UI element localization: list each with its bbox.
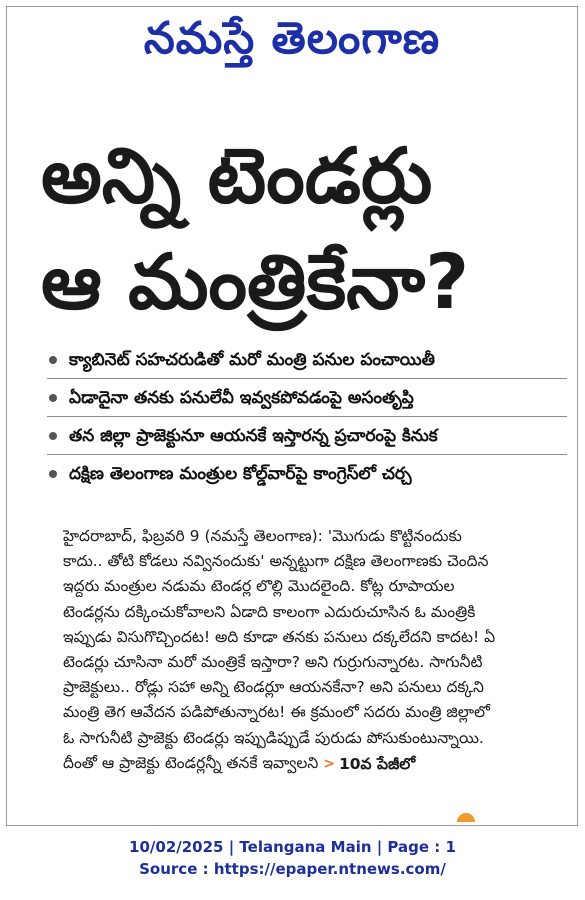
subheadline-bullets — [47, 341, 567, 493]
body-line: టెండర్లను దక్కించుకోవాలని ఏడాది కాలంగా ఎదురుచూసిన ఓ మంత్రికి — [63, 602, 476, 621]
bullet-dot-icon — [49, 432, 57, 440]
end-marker-icon — [457, 813, 475, 822]
bullet-dot-icon — [49, 356, 57, 364]
article-body — [63, 524, 585, 776]
body-line-last — [63, 751, 585, 776]
footer-date-page: 10/02/2025 | Telangana Main | Page : 1 — [129, 838, 456, 856]
headline — [41, 125, 576, 337]
bullet-text: తన జిల్లా ప్రాజెక్టునూ ఆయనకే ఇస్తారన్న ప్రచారంపై కినుక — [69, 426, 438, 446]
body-line: ప్రాజెక్టులు.. రోడ్లు సహా అన్ని టెండర్లూ ఆయనకేనా? అని పనులు దక్కని — [63, 678, 484, 697]
bullet-text: దక్షిణ తెలంగాణ మంత్రుల కోల్డ్‌వార్‌పై కాంగ్రెస్‌లో చర్చ — [69, 464, 412, 484]
news-clipping — [6, 6, 578, 826]
bullet-item — [47, 379, 567, 417]
body-line: ఇప్పుడు విసుగొచ్చిందట! అది కూడా తనకు పనులు దక్కలేదని కాదట! ఏ — [63, 627, 496, 646]
body-line-text: దీంతో ఆ ప్రాజెక్టు టెండర్లన్నీ తనకే ఇవ్వాలని — [63, 753, 319, 772]
body-line: కాదు.. తోటి కోడలు నవ్వినందుకు' అన్నట్టుగా దక్షిణ తెలంగాణకు చెందిన — [63, 552, 489, 571]
body-line: మంత్రి తెగ ఆవేదన పడిపోతున్నారట! ఈ క్రమంలో సదరు మంత్రి జిల్లాలో — [63, 703, 490, 722]
bullet-dot-icon — [49, 394, 57, 402]
continuation-text: 10వ పేజీలో — [338, 754, 416, 773]
bullet-text: క్యాబినెట్ సహచరుడితో మరో మంత్రి పనుల పంచాయితీ — [69, 350, 435, 370]
body-line: ఓ సాగునీటి ప్రాజెక్టు టెండర్లు ఇప్పుడిప్పుడే పురుడు పోసుకుంటున్నాయి. — [63, 728, 484, 747]
bullet-item — [47, 455, 567, 493]
footer-source: Source : https://epaper.ntnews.com/ — [139, 860, 446, 878]
bullet-item — [47, 417, 567, 455]
body-line: ఇద్దరు మంత్రుల నడుమ టెండర్ల లొల్లి మొదలైంది. కోట్ల రూపాయల — [63, 577, 455, 596]
body-line: హైదరాబాద్, ఫిబ్రవరి 9 (నమస్తే తెలంగాణ): 'మొగుడు కొట్టినందుకు — [63, 527, 462, 545]
bullet-item — [47, 341, 567, 379]
chevron-right-icon: > — [323, 755, 335, 772]
continuation-marker — [323, 752, 415, 776]
body-line: టెండర్లు చూసినా మరో మంత్రికే ఇస్తారా? అని గుర్రుగున్నారట. సాగునీటి — [63, 652, 483, 671]
headline-line-2: ఆ మంత్రికేనా? — [41, 237, 470, 326]
footer-caption — [0, 836, 585, 880]
masthead-logo: నమస్తే తెలంగాణ — [143, 13, 441, 64]
headline-line-1: అన్ని టెండర్లు — [41, 131, 433, 220]
bullet-text: ఏడాదైనా తనకు పనులేవీ ఇవ్వకపోవడంపై అసంతృప్తి — [69, 388, 414, 408]
bullet-dot-icon — [49, 470, 57, 478]
